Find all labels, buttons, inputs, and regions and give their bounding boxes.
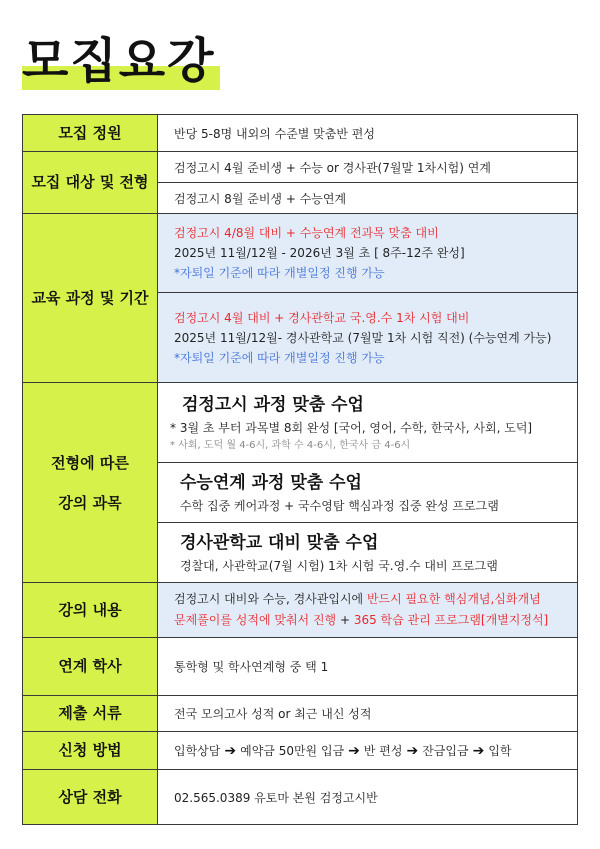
label-courses [23, 383, 158, 583]
apply-step-2: 예약금 50만원 입금 [240, 744, 345, 758]
course-1-title: 검정고시 과정 맞춤 수업 [182, 394, 364, 415]
label-target: 모집 대상 및 전형 [23, 152, 158, 214]
apply-step-1: 입학상담 [174, 744, 221, 758]
arrow-right-icon: ➔ [472, 743, 485, 759]
label-curriculum: 교육 과정 및 기간 [23, 214, 158, 383]
label-linked: 연계 학사 [23, 638, 158, 696]
value-target-2: 검정고시 8월 준비생 + 수능연계 [158, 183, 578, 214]
arrow-right-icon: ➔ [224, 743, 237, 759]
course-2-desc: 수학 집중 케어과정 + 국수영탐 핵심과정 집중 완성 프로그램 [180, 498, 499, 513]
curriculum-b-title: 검정고시 4월 대비 + 경사관학교 국.영.수 1차 시험 대비 [174, 310, 470, 325]
label-content: 강의 내용 [23, 583, 158, 638]
content-part-2: 반드시 필요한 핵심개념,심화개념 [366, 592, 541, 606]
value-documents: 전국 모의고사 성적 or 최근 내신 성적 [158, 696, 578, 732]
curriculum-a-period: 2025년 11월/12월 - 2026년 3월 초 [ 8주-12주 완성] [174, 246, 465, 260]
page-title-block [22, 32, 215, 92]
value-curriculum-b [158, 293, 578, 383]
page-title: 모집요강 [22, 33, 216, 89]
label-courses-line1: 전형에 따른 [51, 453, 129, 472]
value-content [158, 583, 578, 638]
curriculum-a-title: 검정고시 4/8월 대비 + 수능연계 전과목 맞춤 대비 [174, 226, 439, 240]
recruitment-table [22, 114, 578, 825]
row-target-1 [23, 152, 578, 183]
value-curriculum-a [158, 214, 578, 293]
content-part-4: + [336, 613, 354, 627]
label-apply: 신청 방법 [23, 732, 158, 770]
value-course-3 [158, 523, 578, 583]
content-part-5: 365 학습 관리 프로그램[개별지정석] [353, 613, 549, 627]
value-course-1 [158, 383, 578, 463]
row-documents [23, 696, 578, 732]
value-phone: 02.565.0389 유토마 본원 검정고시반 [158, 770, 578, 825]
course-1-desc: * 3월 초 부터 과목별 8회 완성 [국어, 영어, 수학, 한국사, 사회, 도덕] [170, 420, 533, 435]
row-content [23, 583, 578, 638]
curriculum-b-period: 2025년 11월/12월- 경사관학교 (7월말 1차 시험 직전) (수능연계 가능) [174, 330, 552, 345]
apply-step-5: 입학 [488, 744, 512, 758]
apply-step-4: 잔금입금 [422, 744, 469, 758]
label-phone: 상담 전화 [23, 770, 158, 825]
row-phone [23, 770, 578, 825]
course-3-desc: 경찰대, 사관학교(7월 시험) 1차 시험 국.영.수 대비 프로그램 [180, 558, 498, 573]
label-capacity: 모집 정원 [23, 115, 158, 152]
arrow-right-icon: ➔ [406, 743, 419, 759]
curriculum-a-note: *자퇴일 기준에 따라 개별일정 진행 가능 [174, 266, 385, 280]
value-linked: 통학형 및 학사연계형 중 택 1 [158, 638, 578, 696]
arrow-right-icon: ➔ [348, 743, 360, 759]
course-3-title: 경사관학교 대비 맞춤 수업 [180, 532, 379, 553]
value-capacity: 반당 5-8명 내외의 수준별 맞춤반 편성 [158, 115, 578, 152]
curriculum-b-note: *자퇴일 기준에 따라 개별일정 진행 가능 [174, 350, 385, 365]
apply-step-3: 반 편성 [363, 744, 403, 758]
row-apply [23, 732, 578, 770]
row-curriculum-a [23, 214, 578, 293]
row-course-1 [23, 383, 578, 463]
course-2-title: 수능연계 과정 맞춤 수업 [180, 472, 362, 493]
row-linked [23, 638, 578, 696]
content-part-3: 문제풀이를 성적에 맞춰서 진행 [174, 613, 337, 627]
row-capacity [23, 115, 578, 152]
course-1-sub: * 사회, 도덕 월 4-6시, 과학 수 4-6시, 한국사 금 4-6시 [170, 439, 411, 451]
value-course-2 [158, 463, 578, 523]
label-courses-line2: 강의 과목 [58, 493, 122, 512]
label-documents: 제출 서류 [23, 696, 158, 732]
content-part-1: 검정고시 대비와 수능, 경사관입시에 [174, 592, 367, 606]
value-target-1: 검정고시 4월 준비생 + 수능 or 경사관(7월말 1차시험) 연계 [158, 152, 578, 183]
value-apply [158, 732, 578, 770]
